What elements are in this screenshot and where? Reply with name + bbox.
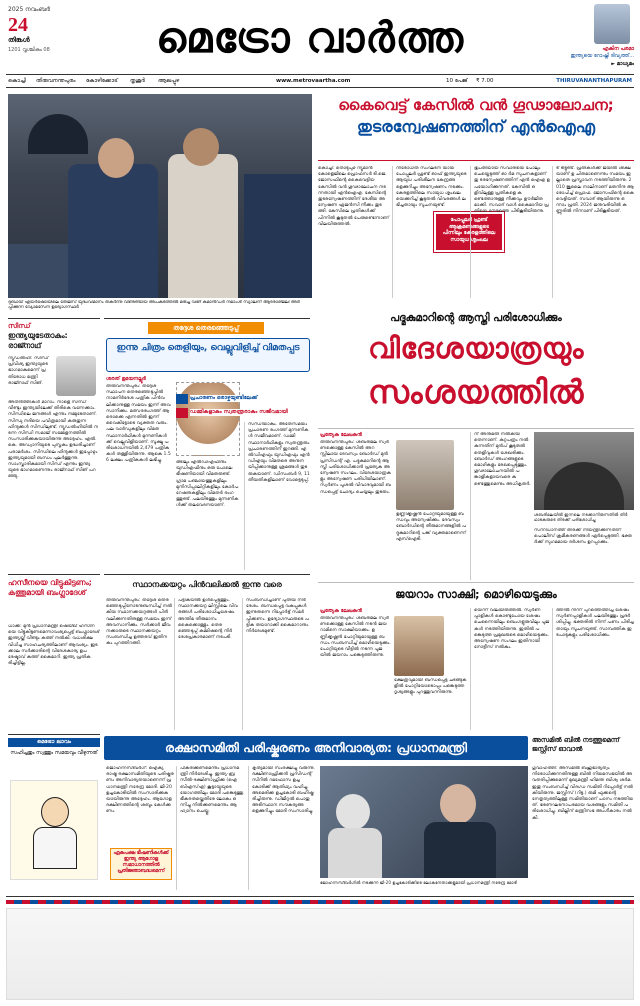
website-link[interactable]: www.metrovaartha.com [276,78,351,84]
polls-body-col2: ങ്ങിലും എൽഡിഎഫിനും യുഡിഎഫിനും ഒരു പോലെ ഭീഷണിയായി വിമതരുണ്ട്. ഗ്രാമ പഞ്ചായത്തുകളിലും മുനിസിപ്പാലിറ്റികളിലും കോർപറേഷനുകളിലും വിമതർ രംഗത്തുണ്ട്. പലയിടത്തും മുന്നണികൾക്ക് തലവേദനയാണ്. [176,460,239,509]
lead-photo-caption: ദുബായ് എയർഷോയിലെ തേജസ് യുദ്ധവിമാനം തകർന്നു വീണുണ്ടായ അപകടത്തിൽ മരിച്ച വിങ് കമാൻഡർ നമാംശ് സ്യാലിന് ആദരാഞ്ജലി അർപ്പിക്കുന്ന വ്യോമസേന ഉദ്യോഗസ്ഥർ [8,300,300,311]
jayaram-headline-box[interactable] [318,586,634,604]
cartoon-tag: മെട്രോ ലാവം [8,738,100,747]
divider [8,574,100,575]
lead-headline-box[interactable] [318,94,634,160]
lead-callout: പോപ്പുലർ ഫ്രണ്ട് ആക്രമണങ്ങളുടെ പിന്നിലും കേരളത്തിലെ സായുധ ശൃംഖല [434,212,504,252]
hasina-headline: ഹസീനയെ വിട്ടുകിട്ടണം; കത്തുമായി ബംഗ്ലാദേശ് [8,578,92,597]
side-headline-box[interactable] [532,736,634,762]
padmakumar-body-col2: ഉണ്ണിക്കൃഷ്ണൻ പോറ്റിയുമായുള്ള ബന്ധവും അന്വേഷിക്കും. ദേവസ്വം ബോർഡിന്റെ തീരുമാനങ്ങളിൽ പദ്മകുമാറിന്റെ പങ്ക് വ്യക്തമാണെന്ന് എസ്ഐടി. [396,512,466,542]
padmakumar-body-col1: തിരുവനന്തപുരം: ശബരിമല സ്വർണക്കൊള്ള കേസിൽ അറസ്റ്റിലായ ദേവസ്വം ബോർഡ് മുൻ പ്രസിഡന്റ് എ. പദ്മകുമാറിന്റെ ആസ്തി പരിശോധിക്കാൻ പ്രത്യേക അന്വേഷണ സംഘം. വിദേശയാത്രകളും അന്വേഷണ പരിധിയിലാണ്. സ്വർണം പൂശൽ വിവാദവുമായി ബന്ധപ്പെട്ട് ചോദ്യം ചെയ്യലും തുടരും. [320,440,391,495]
jayaram-body-col4: ത്തിൽ നിന്ന് പുറത്തെത്തിച്ച ശേഷം സ്വർണപ്പാളികൾ പലയിടത്തും പ്രദർശിപ്പിച്ചു. ഭക്തരിൽ നിന്ന് പണം പിരിച്ചതായും സൂചനയുണ്ട്. സാമ്പത്തിക ഇടപാടുകളും പരിശോധിക്കും. [552,608,634,730]
promotion-body-col2: പട്ടികയിൽ ഉൾപ്പെടുത്തും. സ്ഥാനക്കയറ്റ ലിസ്റ്റിലെ വിവരങ്ങൾ പരിശോധിച്ചശേഷം അന്തിമ തീരുമാനം കൈക്കൊള്ളും. തെരഞ്ഞെടുപ്പ് കമ്മിഷന്റെ നിർദേശപ്രകാരമാണ് നടപടി. [174,598,240,730]
rajnath-headline-box[interactable] [8,322,100,354]
jayaram-photo [394,616,444,676]
cartoon-figure [41,797,69,827]
rajnath-photo [56,356,96,396]
date-day: തിങ്കൾ [8,36,30,44]
edition-item[interactable]: കൊച്ചി [8,78,26,84]
hasina-body: ധാക്ക: മുൻ പ്രധാനമന്ത്രി ഷെയ്ഖ് ഹസീനയെ വിട്ടുകിട്ടണമെന്നാവശ്യപ്പെട്ട് ബംഗ്ലാദേശ് ഇന്ത്യയ്ക്ക് വീണ്ടും കത്ത് നൽകി. വധശിക്ഷ വിധിച്ച സാഹചര്യത്തിലാണ് ആവശ്യം. ഇടക്കാല സർക്കാരിന്റെ വിദേശകാര്യ ഉപദേഷ്ടാവ് കത്ത് കൈമാറി. ഇന്ത്യ പ്രതികരിച്ചിട്ടില്ല. [8,624,100,667]
price: ₹ 7.00 [476,78,494,84]
lead-body-col1: കൊച്ചി: തൊടുപുഴ ന്യൂമാൻ കോളെജിലെ പ്രൊഫസർ ടി.ജെ. ജോസഫിന്റെ കൈവെട്ടിയ കേസിൽ വൻ ഗൂഢാലോചന നടന്നതായി എൻഐഎ. കേസിന്റെ തുടരന്വേഷണത്തിന് ദേശീയ അന്വേഷണ ഏജൻസി നീക്കം തുടങ്ങി. കേസിലെ പ്രതികൾക്ക് പിന്നിൽ കൂടുതൽ പേരുണ്ടെന്നാണ് വിലയിരുത്തൽ. [318,166,390,227]
padmakumar-byline: പ്രത്യേക ലേഖകൻ [320,432,362,438]
cartoon-figure [33,827,77,869]
lead-photo [8,94,312,298]
polls-headline-box[interactable] [106,338,310,372]
photo-figure [544,462,624,510]
polls-body-col1: തിരുവനന്തപുരം: തദ്ദേശ സ്ഥാപന തെരഞ്ഞെടുപ്പിൽ നാമനിർദേശ പത്രിക പിൻവലിക്കാനുള്ള സമയം ഇന്ന് അവസാനിക്കും. മത്സരരംഗത്ത് ആരൊക്കെ എന്നതിൽ ഇന്ന് വൈകിട്ടോടെ വ്യക്തത വരും. പല വാർഡുകളിലും വിമത സ്ഥാനാർഥികൾ മുന്നണികൾക്ക് വെല്ലുവിളിയാണ്. സൂക്ഷ്മ പരിശോധനയിൽ 2,479 പത്രികകൾ തള്ളിയിരുന്നു. ആകെ 1.56 ലക്ഷം പത്രികകൾ ലഭിച്ചു. [106,384,171,464]
polls-headline: ഇന്നു ചിത്രം തെളിയും, വെല്ലുവിളിച്ച് വിമതപ്പട [116,343,300,353]
page-count: 10 പേജ് [446,78,468,84]
jayaram-headline: ജയറാം സാക്ഷി; മൊഴിയെടുക്കും [395,588,557,601]
divider [318,582,634,583]
rajnath-body: അതിർത്തികൾ മാറാം. നാളെ സിന്ധ് വീണ്ടും ഇന്ത്യയിലേക്ക് തിരികെ വന്നേക്കാം. സിന്ധിലെ ജനങ്ങൾ എന്നും നമ്മുടേതാണ്. സിന്ധു നദിയെ പവിത്രമായി കരുതുന്ന ഹിന്ദുക്കൾ സിന്ധിലുണ്ട്. ന്യൂഡൽഹിയിൽ നടന്ന സിന്ധി സമാജ് സമ്മേളനത്തിൽ സംസാരിക്കുകയായിരുന്നു അദ്ദേഹം. എൽ.കെ. അഡ്വാനിയുടെ പുസ്തകം ഉദ്ധരിച്ചാണ് പരാമർശം. സിന്ധിലെ ഹിന്ദുക്കൾ ഇപ്പോഴും ഇന്ത്യയുമായി ബന്ധം പുലർത്തുന്നു. സാംസ്കാരികമായി സിന്ധ് എന്നും ഇന്ത്യയുടെ ഭാഗമാണെന്നും രാജ്നാഥ് സിങ് പറഞ്ഞു. [8,400,99,480]
divider [8,734,100,735]
polls-bullet1: പ്രചാരണം ഒരാഴ്ചയുണ്ടിലേക്ക് [190,395,310,402]
rajnath-body-lead: ന്യൂഡൽഹി: സിന്ധ് പ്രവിശ്യ ഇന്ത്യയുടെ ഭാഗമാകുമെന്ന് പ്രതിരോധ മന്ത്രി രാജ്നാഥ് സിങ്. [8,356,49,386]
date-top: 2025 നവംബർ [8,6,50,13]
side-body: ഗുവാഹത്തി: അസമിൽ ബഹുഭാര്യത്വം നിരോധിക്കുന്നതിനുള്ള ബിൽ നിയമസഭയിൽ അവതരിപ്പിക്കുമെന്ന് മുഖ്യമന്ത്രി ഹിമന്ത ബിശ്വ ശർമ. ഇതു സംബന്ധിച്ച് വിദഗ്ധ സമിതി റിപ്പോർട്ട് നൽകിയിരുന്നു. ജസ്റ്റിസ് (റിട്ട.) രുമി ഫുക്കന്റെ നേതൃത്വത്തിലുള്ള സമിതിയാണ് പഠനം നടത്തിയത്. ഭരണഘടനാപരമായ വശങ്ങളും സമിതി പരിശോധിച്ചു. ബില്ലിന് മന്ത്രിസഭ അംഗീകാരം നൽകി. [532,766,634,821]
padmakumar-body-col4: സന്നിധാനത്ത് തിരക്ക് നിയന്ത്രിക്കുന്നതിന് പൊലീസ് ക്രമീകരണങ്ങൾ ഏർപ്പെടുത്തി. ഭക്തർക്ക് സുഗമമായ ദർശനം ഉറപ്പാക്കും. [534,528,632,546]
photo-figure [28,114,88,154]
hasina-headline-box[interactable] [8,578,100,622]
masthead-title: മെട്രോ വാർത്ത [155,13,465,62]
edition-item[interactable]: തിരുവനന്തപുരം [36,78,76,84]
divider [104,318,310,319]
promotion-headline-box[interactable] [104,580,310,594]
promotion-body-col1: തിരുവനന്തപുരം: തദ്ദേശ തെരഞ്ഞെടുപ്പിനോടനുബന്ധിച്ച് നൽകിയ സ്ഥാനക്കയറ്റങ്ങൾ പിൻവലിക്കുന്നതിനുള്ള സമയം ഇന്ന് അവസാനിക്കും. സർക്കാർ ജീവനക്കാരുടെ സ്ഥാനക്കയറ്റം സംബന്ധിച്ച ഉത്തരവ് ഇതിനകം പുറത്തിറങ്ങി. [106,598,172,647]
cartoon-drawing [10,780,98,880]
edition-info: 1201 വൃശ്ചികം 08 [8,47,50,53]
date-number: 24 [8,14,28,36]
divider [8,318,100,319]
lead-headline-line2: തുടരന്വേഷണത്തിന് എൻഐഎ [357,117,595,136]
padmakumar-headline-box[interactable] [318,328,634,424]
jayaram-body-col1: തിരുവനന്തപുരം: ശബരിമല സ്വർണക്കൊള്ള കേസിൽ നടൻ ജയറാമിനെ സാക്ഷിയാക്കും. ഉണ്ണിക്കൃഷ്ണൻ പോറ്റിയുമായുള്ള ബന്ധം സംബന്ധിച്ച് മൊഴിയെടുക്കും. പോറ്റിയുടെ വീട്ടിൽ നടന്ന പൂജയിൽ ജയറാം പങ്കെടുത്തിരുന്നു. [320,616,391,659]
photo-figure [328,828,382,878]
padmakumar-headline1: വിദേശയാത്രയും [368,331,584,365]
polls-byline: ശരത് ഉമയനല്ലൂർ [106,376,146,382]
photo-figure [8,244,68,298]
bottom-headline: രക്ഷാസമിതി പരിഷ്കരണം അനിവാര്യത: പ്രധാനമന്ത്രി [165,740,467,755]
sabarimala-caption: ശബരിമലയിൽ ഇന്നലെ നടക്കാനിരുന്നതിൽ തീർഥാടകരുടെ തിരക്ക് പരിശോധിച്ചു [534,512,628,522]
bottom-body-col2: പീകരിക്കണമെന്നും പ്രധാനമന്ത്രി നിർദേശിച്ചു. ഇന്ത്യ-ബ്രസീൽ-ദക്ഷിണാഫ്രിക്ക (ഐബിഎസ്എ) കൂട്ടായ്മയുടെ യോഗത്തിലും മോദി പങ്കെടുത്തു. ഭീകരതയ്ക്കെതിരേ ലോകം ഒന്നിച്ചു നിൽക്കണമെന്നും ആഹ്വാനം ചെയ്തു. [176,766,246,890]
edition-item[interactable]: ആലപ്പുഴ [158,78,180,84]
photo-figure [424,822,496,878]
padmakumar-body-col3: ന് അനുമതി നൽകിയതെന്നാണ്. കുറ്റപത്രം നൽകുന്നതിന് മുൻപ് കൂടുതൽ തെളിവുകൾ ശേഖരിക്കും. ബോർഡ് അംഗങ്ങളുടെ മൊഴികളും രേഖപ്പെടുത്തും. ഗൂഢാലോചനയിൽ പങ്കാളികളായവരെ കണ്ടെത്തുമെന്നും അധികൃതർ. [470,432,532,580]
padmakumar-photo [396,440,454,510]
lead-body-col4: ട് ടിട്ടുണ്ട്. പ്രതികൾക്ക് ജയിൽ ശിക്ഷയാണ് ഉ ചിതമാണെന്നും സമയം ഇല്ലാതെ പ്രസ്താവന നടത്തിയിരുന്നു. 2010 ജൂലൈ നാലിനാണ് മതനിന്ദ ആരോപിച്ച് പ്രൊഫ. ജോസഫിന്റെ കൈ വെട്ടിയത്. സവാദ് ആയിരുന്നു ഒന്നാം പ്രതി. 2024 ജനുവരിയിൽ കണ്ണൂരിൽ നിന്നാണ് പിടികൂടിയത്. [552,166,634,298]
polls-bullet2: ഡമ്മികളാകും സ്വതന്ത്രരാകും സജീവമായി [190,409,310,416]
footer-area [6,908,634,1000]
jayaram-body-col2: ക്ഷേത്രവുമായി ബന്ധപ്പെട്ട ചടങ്ങുകളിൽ പോറ്റിയോടൊപ്പം പങ്കെടുത്ത ദൃശ്യങ്ങളും പുറത്തുവന്നിരുന്നു. [394,678,467,696]
divider [104,574,310,575]
promotion-body-col3: സംബന്ധിച്ചാണ് പുതിയ നിർദേശം. ബന്ധപ്പെട്ട വകുപ്പുകൾ ഇന്നുതന്നെ റിപ്പോർട്ട് സമർപ്പിക്കണം. ഉദ്യോഗസ്ഥരുടെ പട്ടിക തയാറാക്കി കൈമാറാനും നിർദേശമുണ്ട്. [242,598,310,730]
photo-figure [183,128,219,166]
edition-city: THIRUVANANTHAPURAM [556,78,632,84]
photo-figure [98,138,134,178]
photo-figure [336,794,370,830]
promo-name: എകിന പരമാ [602,46,634,52]
cartoon-text: സഹിച്ചതും സ്വത്തും സമയവും വീഴുന്നത് [10,750,98,756]
lead-headline-line1: കൈവെട്ട് കേസിൽ വൻ ഗൂഢാലോചന; [338,96,614,114]
divider [318,160,634,161]
date-block [8,6,70,68]
padmakumar-kicker-box [318,310,634,326]
jayaram-body-col3: യെന്ന് വിലയിരുത്തൽ. സ്വർണപ്പാളികൾ കൊണ്ടുപോയ ശേഷം ചെന്നൈയിലും ബെംഗളൂരുവിലും പൂജകൾ നടത്തിയിരുന്നു. ഇതിൽ പങ്കെടുത്ത പ്രമുഖരുടെ മൊഴിയെടുക്കും. അന്വേഷണ സംഘം ഇതിനായി നോട്ടീസ് നൽകും. [470,608,550,730]
bottom-photo-caption: ജോഹന്നസ്ബർഗിൽ നടക്കുന്ന ജി-20 ഉച്ചകോടിക്കിടെ ലോകനേതാക്കളുമായി പ്രധാനമന്ത്രി നരേന്ദ്ര മോദി [320,880,517,885]
polls-bullet-icon [176,394,188,404]
masthead-promo[interactable] [538,4,634,70]
rajnath-headline: ഇന്ത്യയുടേതാകും: രാജ്നാഥ് [8,331,68,350]
padmakumar-kicker: പദ്മകുമാറിന്റെ ആസ്തി പരിശോധിക്കും [390,312,562,324]
rajnath-kicker: സിന്ധ് [8,322,31,330]
padmakumar-headline2: സംശയത്തിൽ [368,373,584,411]
edition-item[interactable]: കോഴിക്കോട് [86,78,118,84]
photo-figure [68,164,158,298]
promotion-headline: സ്ഥാനക്കയറ്റം പിൻവലിക്കൽ ഇന്നു വരെ [132,580,282,589]
side-headline: അസമിൽ ബിൽ നടത്തുമെന്ന് ജസ്റ്റിസ് ഓവാൽ [532,736,620,753]
lead-body-col3: ഭൂപതിയായ സവാരിയെ പോലും ചെയ്തെടുത്ത് ഓ ർമ സുചനകളാണ് തു ടരന്വേഷണത്തിന് എൻ ഐഎ ഉപയോഗിക്കുന്നത്. കേസിൽ ഒളിവിലുള്ള പ്രതികളെ കണ്ടെത്താനുള്ള നീക്കവും ഊർജിതമാക്കി. സവാദ് വാൾ കൈമാറിയ പ്രതിയെ നേരത്തെ പിടികൂടിയിരുന്നു. [470,166,550,298]
jayaram-byline: പ്രത്യേക ലേഖകൻ [320,608,362,614]
polls-body-col3: സന്ധിയാകും. അതേസമയം പ്രചാരണ രംഗത്ത് മുന്നണികൾ സജീവമാണ്. ഡമ്മി സ്ഥാനാർഥികളും സ്വതന്ത്രരും പ്രചാരണത്തിന് ഇറങ്ങി. എൽഡിഎഫും യുഡിഎഫും എൻഡിഎയും വിമതരെ അനുനയിപ്പിക്കാനുള്ള ശ്രമങ്ങൾ തുടരുകയാണ്. ഡിസംബർ 9, 11 തീയതികളിലാണ് വോട്ടെടുപ്പ്. [244,422,310,570]
edition-item[interactable]: തൃശൂർ [130,78,145,84]
bottom-photo [320,766,528,878]
photo-figure [168,154,238,298]
photo-figure [244,174,312,298]
promo-text: ഇന്ത്യയെ റോഷ്നി ദിവ്യത്ത്... [570,53,634,59]
masthead-title-box [90,8,530,68]
sabarimala-photo [534,432,634,510]
footer-stripe [6,900,634,904]
photo-figure [440,784,476,824]
bottom-body-col3: കൃത്യമായി സംരക്ഷിച്ചു വരുന്നു. ദക്ഷിണാഫ്രിക്കൻ പ്രസിഡന്റ് സിറിൽ റമഫോസ ഉച്ചകോടിക്ക് ആതിഥ്യം വഹിച്ചു. അമെരിക്ക ഉച്ചകോടി ബഹിഷ്കരിച്ചിരുന്നു. ഡിജിറ്റൽ പൊതു അടിസ്ഥാന സൗകര്യങ്ങളെക്കുറിച്ചും മോദി സംസാരിച്ചു. [248,766,316,890]
bottom-headline-box[interactable] [104,736,528,760]
bottom-callout: ഏകപക്ഷ ഭീഷണികൾക്ക് ഇന്ത്യ ആഗോള സമാധാനത്തിൽ പ്രതിജ്ഞാബദ്ധമെന്ന് [110,848,172,880]
divider [6,896,634,897]
promo-photo [594,4,630,44]
divider [318,428,634,429]
polls-tag: തദ്ദേശ തെരഞ്ഞെടുപ്പ് [148,322,264,334]
lead-body-col2: നിരോധിത സംഘടന യായ പോപ്പുലർ ഫ്രണ്ട് ഓഫ് ഇന്ത്യയുടെ ആയുധ പരിശീലന കേന്ദ്രങ്ങളെക്കുറിച്ചും അന്വേഷണം നടക്കും. കേരളത്തിലെ സായുധ ശൃംഖലയെക്കുറിച്ച് കൂടുതൽ വിവരങ്ങൾ ലഭിച്ചതായും സൂചനയുണ്ട്. [392,166,468,298]
bottom-body-col1: ജൊഹന്നസ്ബർഗ്: ഐക്യരാഷ്ട്ര രക്ഷാസമിതിയുടെ പരിഷ്കരണം അനിവാര്യതയാണെന്ന് പ്രധാനമന്ത്രി നരേന്ദ്ര മോദി. ജി-20 ഉച്ചകോടിയിൽ സംസാരിക്കുകയായിരുന്നു അദ്ദേഹം. ആഗോള ദക്ഷിണത്തിന്റെ ശബ്ദം കേൾക്കണം. [106,766,174,815]
polls-bullet-icon [176,408,188,418]
edition-bar [6,74,634,88]
promo-tag: ► മാധ്യമം [611,61,634,67]
